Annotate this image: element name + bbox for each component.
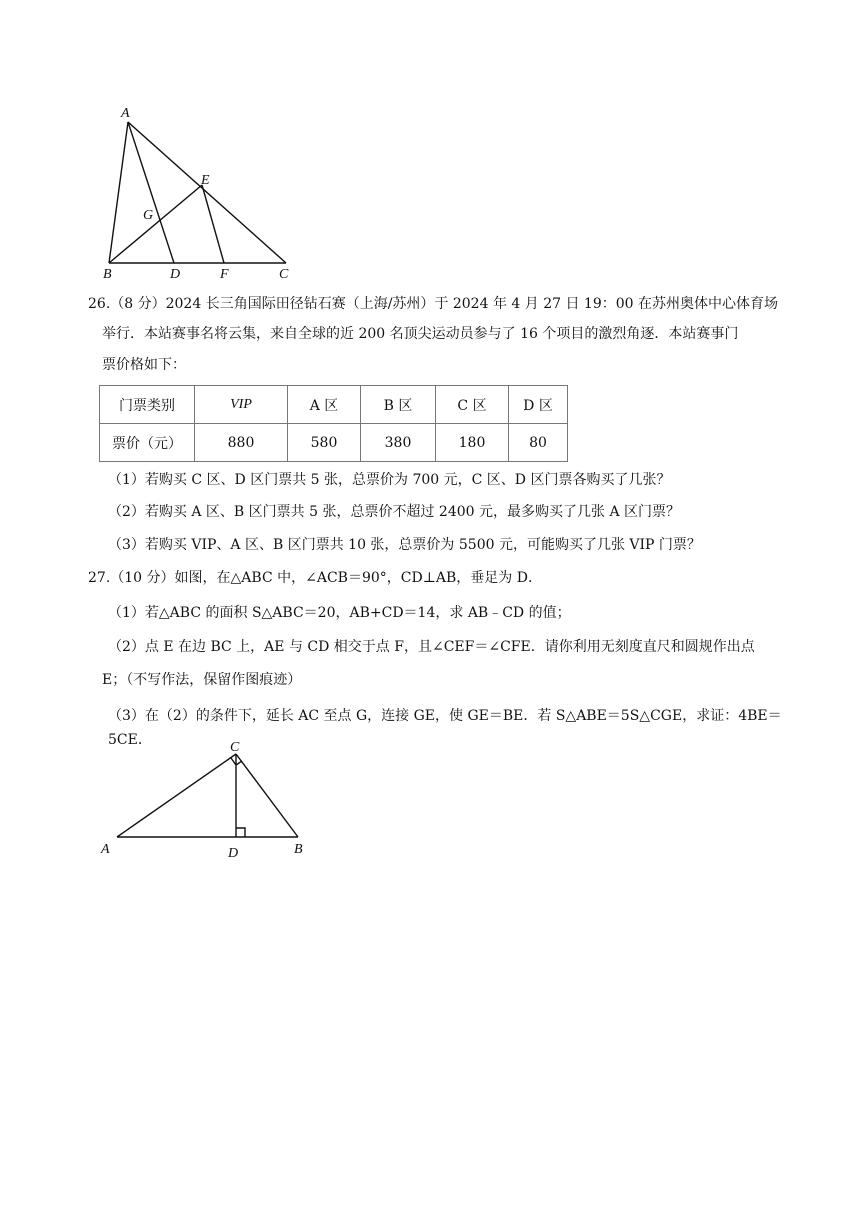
label-c: C	[279, 267, 289, 282]
segment-ab	[109, 122, 128, 263]
table-cell: 880	[195, 424, 288, 462]
label-g: G	[143, 208, 154, 223]
table-cell: VIP	[195, 386, 288, 424]
label-d: D	[170, 267, 181, 282]
table-cell: 80	[509, 424, 568, 462]
q26-part2: （2）若购买 A 区、B 区门票共 5 张，总票价不超过 2400 元，最多购买了几张 A 区门票？	[108, 504, 681, 520]
table-cell: 580	[288, 424, 361, 462]
q26-line1: 26.（8 分）2024 长三角国际田径钻石赛（上海/苏州）于 2024 年 4 月 27 日 19：00 在苏州奥体中心体育场	[88, 296, 778, 312]
label-b: B	[294, 842, 303, 857]
q26-line3: 票价格如下：	[102, 357, 186, 373]
table-cell: 180	[436, 424, 509, 462]
q27-part2a: （2）点 E 在边 BC 上，AE 与 CD 相交于点 F，且∠CEF＝∠CFE．请你利用无刻度直尺和圆规作出点	[108, 639, 755, 655]
table-cell: A 区	[288, 386, 361, 424]
q26-line2: 举行．本站赛事名将云集，来自全球的近 200 名顶尖运动员参与了 16 个项目的激烈角逐．本站赛事门	[102, 326, 739, 342]
label-c: C	[230, 740, 240, 755]
segment-bc	[236, 754, 298, 837]
ticket-price-table	[99, 385, 568, 462]
table-cell: B 区	[361, 386, 436, 424]
label-e: E	[201, 173, 210, 188]
table-cell: 票价（元）	[100, 424, 195, 462]
table-row-header	[100, 386, 568, 424]
segment-ac	[117, 754, 236, 837]
table-row-prices	[100, 424, 568, 462]
q27-part1: （1）若△ABC 的面积 S△ABC＝20，AB+CD＝14，求 AB﹣CD 的值；	[108, 605, 571, 621]
label-d: D	[228, 846, 239, 861]
right-angle-mark-d	[236, 828, 245, 837]
q26-part3: （3）若购买 VIP、A 区、B 区门票共 10 张，总票价为 5500 元，可能购买了几张 VIP 门票？	[108, 537, 701, 553]
figure-right-triangle-abc	[95, 735, 325, 865]
segment-be	[109, 185, 202, 263]
table-cell: 门票类别	[100, 386, 195, 424]
segment-ef	[202, 185, 224, 263]
figure-triangle-abc-1	[95, 100, 305, 285]
q27-part3: （3）在（2）的条件下，延长 AC 至点 G，连接 GE，使 GE＝BE．若 S△ABE＝5S△CGE，求证：4BE＝5CE．	[108, 708, 782, 748]
q27-part2b: E；（不写作法，保留作图痕迹）	[102, 672, 302, 688]
label-f: F	[220, 267, 229, 282]
table-cell: 380	[361, 424, 436, 462]
table-cell: D 区	[509, 386, 568, 424]
label-a: A	[121, 106, 130, 121]
q27-line1: 27.（10 分）如图，在△ABC 中，∠ACB＝90°，CD⊥AB，垂足为 D．	[88, 570, 542, 586]
label-a: A	[101, 842, 110, 857]
label-b: B	[103, 267, 112, 282]
table-cell: C 区	[436, 386, 509, 424]
q26-part1: （1）若购买 C 区、D 区门票共 5 张，总票价为 700 元，C 区、D 区门票各购买了几张？	[108, 472, 671, 488]
